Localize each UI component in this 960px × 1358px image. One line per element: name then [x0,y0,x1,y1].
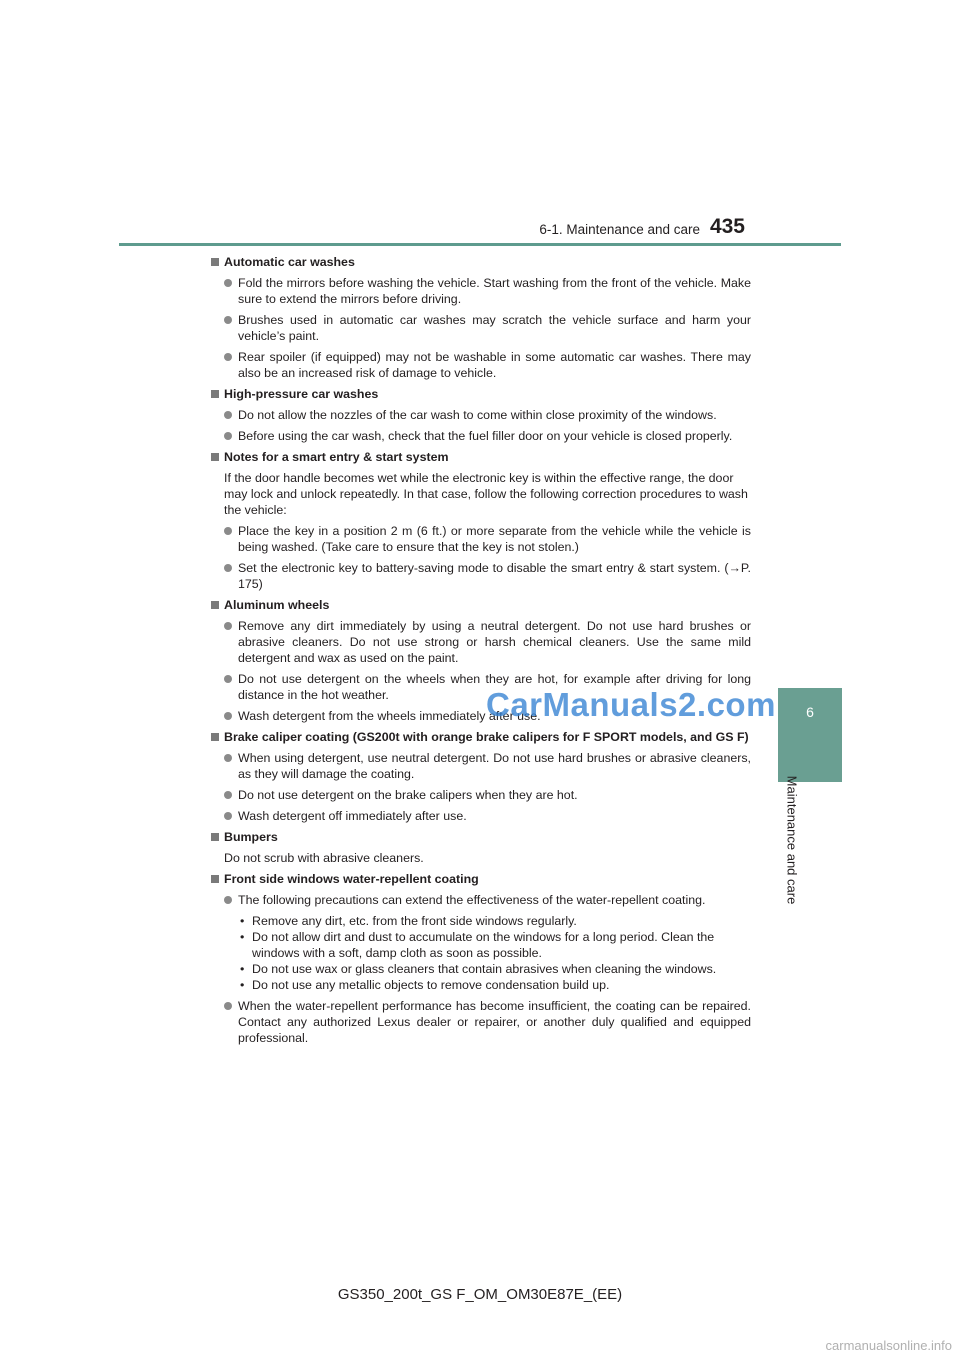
round-bullet-icon [224,432,232,440]
square-bullet-icon [211,390,219,398]
bullet-item: Wash detergent from the wheels immediately after use. [210,708,751,724]
round-bullet-icon [224,411,232,419]
dot-marker-icon: • [240,978,245,992]
round-bullet-icon [224,622,232,630]
footer-site: carmanualsonline.info [825,1338,952,1353]
bullet-item: When the water-repellent performance has become insufficient, the coating can be repaired. Contact any authorized Lexus dealer or repairer, or another duly qualified and equipped professional. [210,998,751,1046]
bullet-item: Fold the mirrors before washing the vehicle. Start washing from the front of the vehicle. Make sure to extend the mirrors before driving. [210,275,751,307]
section-heading: Brake caliper coating (GS200t with orange brake calipers for F SPORT models, and GS F) [210,729,751,745]
sub-item: • Do not use any metallic objects to remove condensation build up. [240,978,610,992]
round-bullet-icon [224,279,232,287]
header-rule [119,243,841,246]
section-paragraph: Do not scrub with abrasive cleaners. [224,851,424,865]
bullet-item: Before using the car wash, check that the fuel filler door on your vehicle is closed properly. [210,428,751,444]
chapter-tab[interactable] [778,688,842,782]
bullet-item: Brushes used in automatic car washes may scratch the vehicle surface and harm your vehicle’s paint. [210,312,751,344]
round-bullet-icon [224,316,232,324]
round-bullet-icon [224,812,232,820]
bullet-item: Wash detergent off immediately after use. [210,808,751,824]
page-header [119,212,841,246]
sub-item: • Do not use wax or glass cleaners that contain abrasives when cleaning the windows. [240,962,717,976]
sub-list [210,913,751,993]
sub-item: • Remove any dirt, etc. from the front side windows regularly. [240,914,577,928]
bullet-item: The following precautions can extend the effectiveness of the water-repellent coating. [210,892,751,908]
section-paragraph: If the door handle becomes wet while the electronic key is within the effective range, the door may lock and unlock repeatedly. In that case, follow the following correction procedures to wash the vehicle: [224,471,748,517]
watermark: CarManuals2.com [486,686,776,723]
square-bullet-icon [211,875,219,883]
bullet-item: Remove any dirt immediately by using a neutral detergent. Do not use hard brushes or abrasive cleaners. Do not use strong or harsh chemical cleaners. Use the same mild detergent and wax as used on the paint. [210,618,751,666]
section-heading: High-pressure car washes [210,386,751,402]
page-number: 435 [709,215,745,238]
bullet-item: Do not use detergent on the wheels when they are hot, for example after driving for long distance in the hot weather. [210,671,751,703]
round-bullet-icon [224,564,232,572]
bullet-item[interactable]: Set the electronic key to battery-saving mode to disable the smart entry & start system. (→P. 175) [210,560,751,592]
square-bullet-icon [211,833,219,841]
round-bullet-icon [224,527,232,535]
round-bullet-icon [224,675,232,683]
section-heading: Aluminum wheels [210,597,751,613]
bullet-item: Do not use detergent on the brake calipers when they are hot. [210,787,751,803]
square-bullet-icon [211,601,219,609]
bullet-item: When using detergent, use neutral detergent. Do not use hard brushes or abrasive cleaners, as they will damage the coating. [210,750,751,782]
chapter-label-text: Maintenance and care [784,775,800,905]
bullet-item: Do not allow the nozzles of the car wash to come within close proximity of the windows. [210,407,751,423]
dot-marker-icon: • [240,914,245,928]
section-heading: Notes for a smart entry & start system [210,449,751,465]
round-bullet-icon [224,754,232,762]
section-title: 6-1. Maintenance and care [539,222,700,237]
round-bullet-icon [224,1002,232,1010]
round-bullet-icon [224,712,232,720]
chapter-number: 6 [806,704,814,720]
footer-model-code: GS350_200t_GS F_OM_OM30E87E_(EE) [337,1286,623,1303]
sub-item: • Do not allow dirt and dust to accumulate on the windows for a long period. Clean the windows with a soft, damp cloth as soon as possible. [240,930,715,960]
section-heading: Front side windows water-repellent coating [210,871,751,887]
section-heading: Bumpers [210,829,751,845]
chapter-label [774,775,810,905]
dot-marker-icon: • [240,962,245,976]
section-heading: Automatic car washes [210,254,751,270]
bullet-item: Rear spoiler (if equipped) may not be washable in some automatic car washes. There may also be an increased risk of damage to vehicle. [210,349,751,381]
round-bullet-icon [224,353,232,361]
round-bullet-icon [224,896,232,904]
square-bullet-icon [211,453,219,461]
square-bullet-icon [211,733,219,741]
square-bullet-icon [211,258,219,266]
dot-marker-icon: • [240,930,245,944]
main-content [210,254,751,1051]
round-bullet-icon [224,791,232,799]
bullet-item: Place the key in a position 2 m (6 ft.) or more separate from the vehicle while the vehicle is being washed. (Take care to ensure that the key is not stolen.) [210,523,751,555]
